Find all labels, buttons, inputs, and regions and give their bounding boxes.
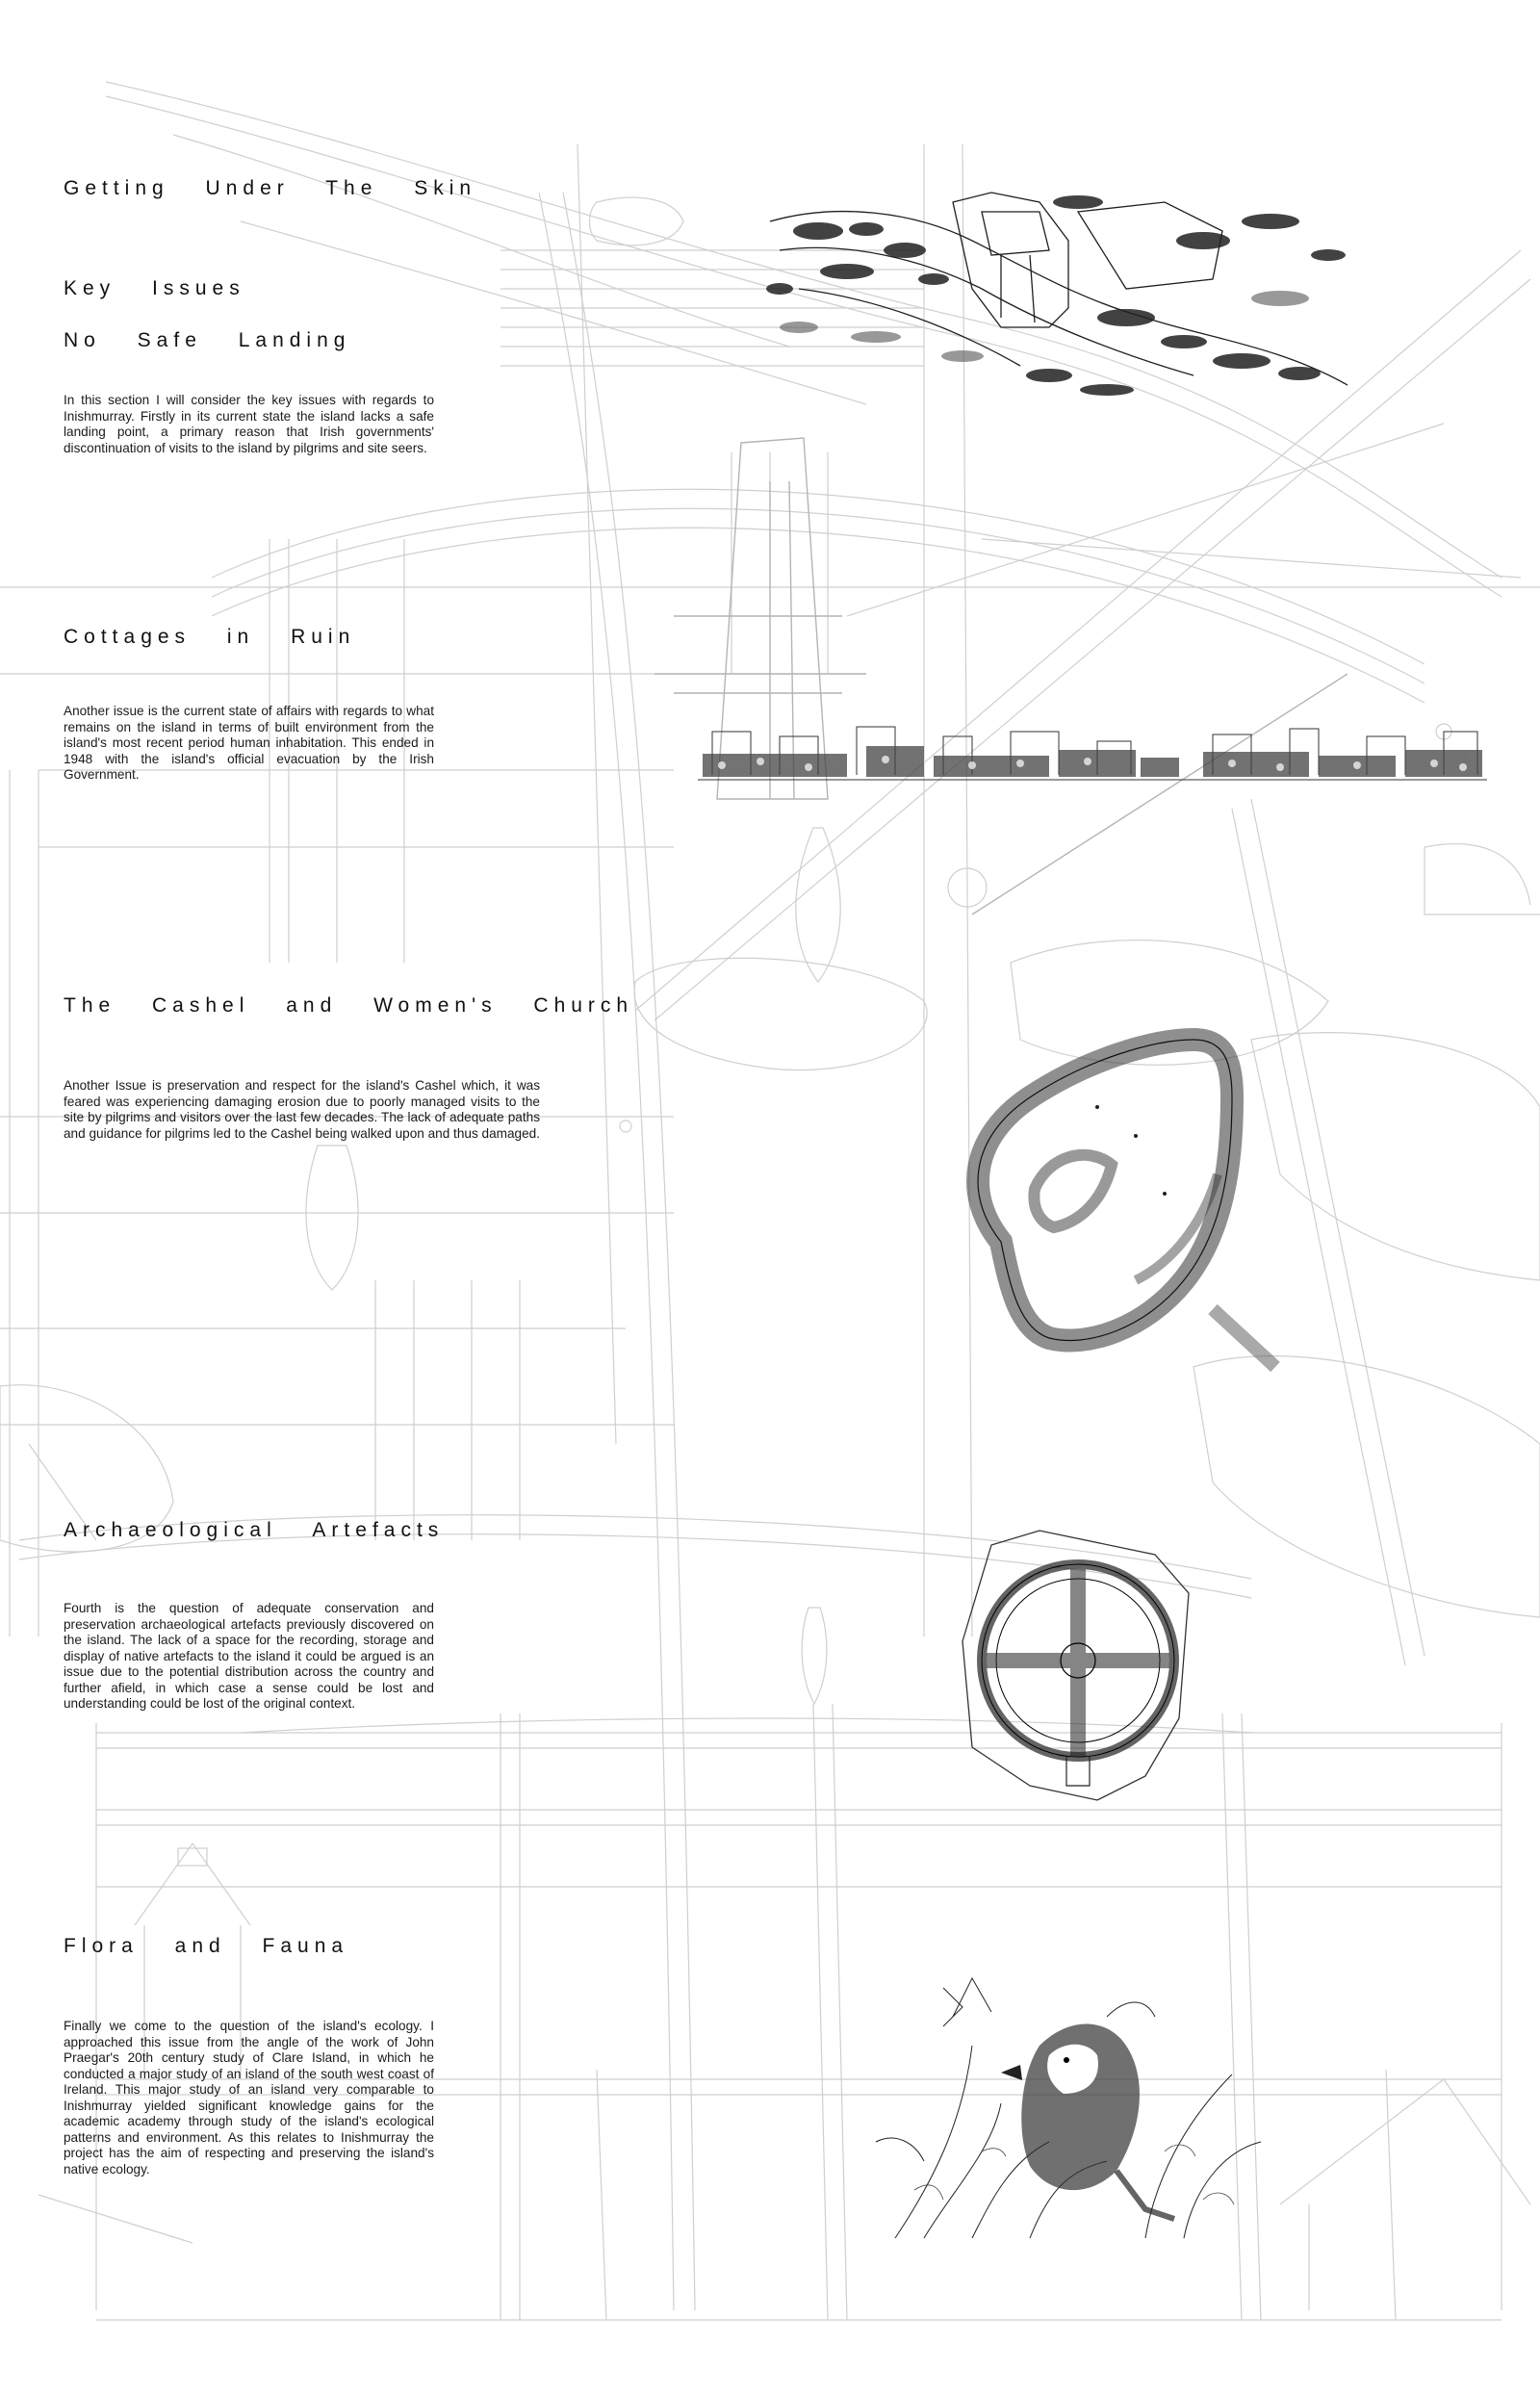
rocky-landing-sketch — [760, 183, 1357, 409]
celtic-cross-slab-sketch — [953, 1526, 1203, 1805]
section-heading-flora-fauna: Flora and Fauna — [64, 1935, 349, 1957]
poster-title: Getting Under The Skin — [64, 177, 477, 199]
section-body-artefacts: Fourth is the question of adequate conservation and preservation archaeological artefacts previously discovered on the island. The lack of a space for the recording, storage and display of native artefacts to the island it could be argued is an issue due to the potential distribution across the country and further afield, in which case a sense could be lost and understanding could be lost of the original context. — [64, 1601, 434, 1711]
section-body-cottages-in-ruin: Another issue is the current state of affairs with regards to what remains on the island in terms of built environment from the island's most recent period human inhabitation. This ended in 1948 with the island's official evacuation by the Irish Government. — [64, 704, 434, 782]
section-heading-no-safe-landing: No Safe Landing — [64, 329, 351, 351]
key-issues-label: Key Issues — [64, 277, 245, 299]
section-body-no-safe-landing: In this section I will consider the key issues with regards to Inishmurray. Firstly in its current state the island lacks a safe landing point, a primary reason that Irish governments' discontinuation of visits to the island by pilgrims and site seers. — [64, 393, 434, 455]
section-heading-artefacts: Archaeological Artefacts — [64, 1519, 445, 1541]
section-body-cashel: Another Issue is preservation and respect for the island's Cashel which, it was feared was experiencing damaging erosion due to poorly managed visits to the site by pilgrims and visitors over the last few decades. The lack of adequate paths and guidance for pilgrims led to the Cashel being walked upon and thus damaged. — [64, 1078, 540, 1141]
cashel-plan-sketch — [943, 1020, 1290, 1386]
puffin-flora-sketch — [857, 1959, 1270, 2248]
cottage-ruins-sketch — [693, 717, 1492, 785]
section-heading-cottages-in-ruin: Cottages in Ruin — [64, 626, 356, 648]
section-heading-cashel: The Cashel and Women's Church — [64, 994, 634, 1017]
section-body-flora-fauna: Finally we come to the question of the island's ecology. I approached this issue from the angle of the work of John Praegar's 20th century study of Clare Island, in which he conducted a major study of an island of the south west coast of Ireland. This major study of an island very comparable to Inishmurray yielded significant knowledge gains for the academic academy through study of the island's ecological patterns and environment. As this relates to Inishmurray the project has the aim of respecting and preserving the island's native ecology. — [64, 2019, 434, 2177]
